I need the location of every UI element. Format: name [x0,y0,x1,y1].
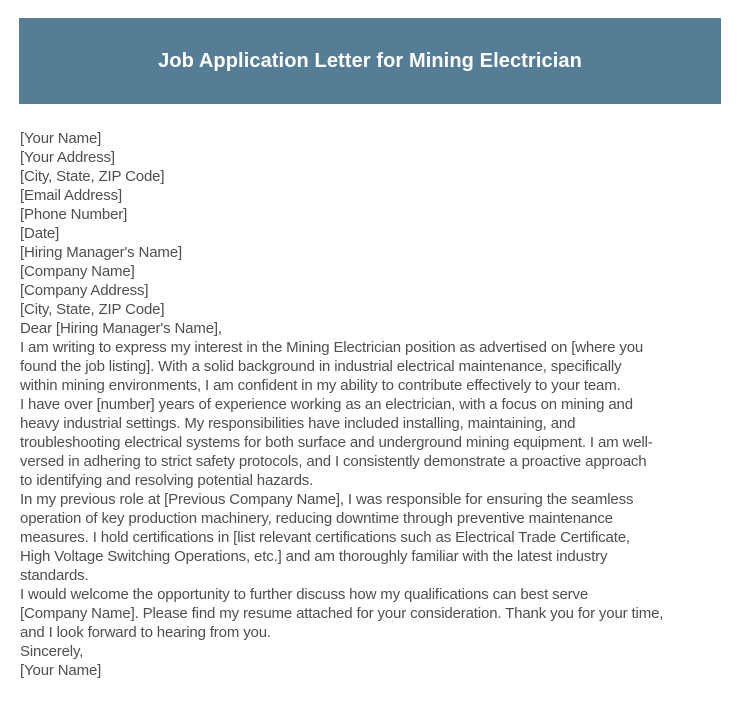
letter-line: to identifying and resolving potential hazards. [20,472,314,489]
letter-line: Sincerely, [20,643,84,660]
letter-line: [Your Address] [20,149,115,166]
letter-line: [Company Name]. Please find my resume attached for your consideration. Thank you for your time, [20,605,664,622]
letter-body [20,129,732,680]
letter-line: Dear [Hiring Manager's Name], [20,320,222,337]
letter-line: heavy industrial settings. My responsibilities have included installing, maintaining, and [20,415,576,432]
letter-line: operation of key production machinery, reducing downtime through preventive maintenance [20,510,613,527]
letter-line: [Company Name] [20,263,135,280]
page-title: Job Application Letter for Mining Electrician [158,49,582,72]
letter-line: [Email Address] [20,187,122,204]
letter-line: [Date] [20,225,60,242]
letter-line: [Your Name] [20,130,102,147]
letter-line: [Hiring Manager's Name] [20,244,182,261]
letter-line: standards. [20,567,89,584]
letter-line: High Voltage Switching Operations, etc.] and am thoroughly familiar with the latest industry [20,548,608,565]
letter-line: and I look forward to hearing from you. [20,624,271,641]
letter-line: [Company Address] [20,282,149,299]
letter-line: [Your Name] [20,662,102,679]
letter-line: I have over [number] years of experience working as an electrician, with a focus on mining and [20,396,633,413]
letter-line: found the job listing]. With a solid background in industrial electrical maintenance, specifically [20,358,622,375]
letter-line: troubleshooting electrical systems for both surface and underground mining equipment. I am well- [20,434,653,451]
letter-line: within mining environments, I am confident in my ability to contribute effectively to your team. [20,377,621,394]
letter-line: I would welcome the opportunity to further discuss how my qualifications can best serve [20,586,589,603]
letter-line: [Phone Number] [20,206,128,223]
letter-line: versed in adhering to strict safety protocols, and I consistently demonstrate a proactive approach [20,453,647,470]
letter-line: I am writing to express my interest in the Mining Electrician position as advertised on [where you [20,339,644,356]
letter-line: measures. I hold certifications in [list relevant certifications such as Electrical Trade Certificate, [20,529,630,546]
letter-line: [City, State, ZIP Code] [20,168,165,185]
header-banner [19,18,721,104]
letter-line: In my previous role at [Previous Company Name], I was responsible for ensuring the seamless [20,491,634,508]
letter-line: [City, State, ZIP Code] [20,301,165,318]
